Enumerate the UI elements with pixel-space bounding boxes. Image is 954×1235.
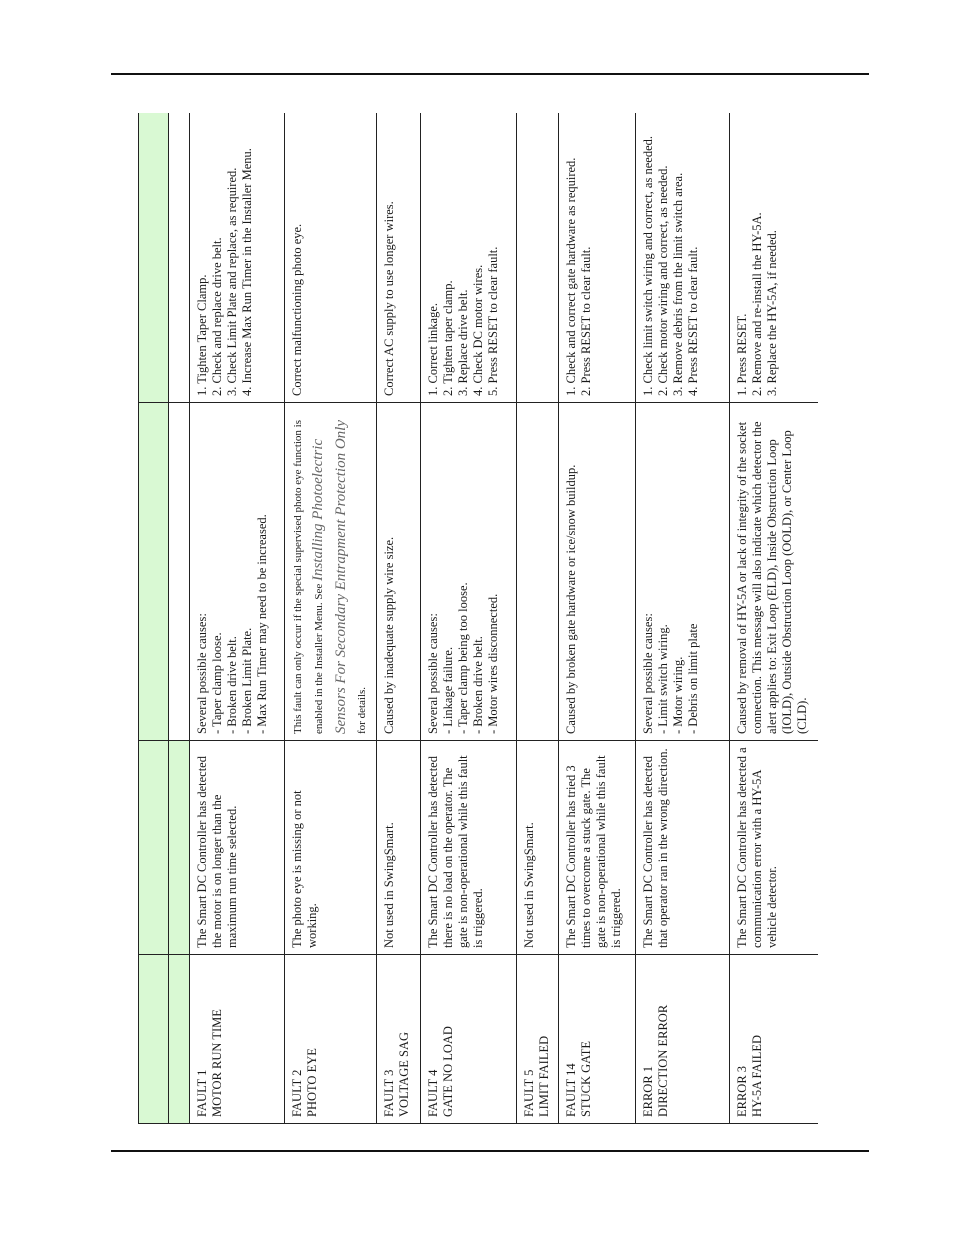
table-row: [516, 113, 558, 1124]
cause-line: - Max Run Timer may need to be increased.: [255, 514, 269, 734]
fault-name-cell: [635, 955, 729, 1124]
fault-table-rotated: [138, 113, 818, 1124]
solution-cell: [635, 113, 729, 403]
cause-cell: [635, 403, 729, 741]
solution-line: 1. Press RESET.: [734, 313, 749, 396]
solution-line: 3. Replace the HY-5A, if needed.: [764, 230, 779, 396]
fault-code: ERROR 3: [734, 1065, 749, 1117]
fault-title: DIRECTION ERROR: [655, 1004, 670, 1117]
solution-line: 2. Check motor wiring and correct, as needed.: [655, 165, 670, 396]
fault-name-cell: [516, 955, 558, 1124]
solution-line: 4. Increase Max Run Timer in the Installer Menu.: [240, 148, 254, 396]
table-header-row: [139, 113, 169, 1124]
solution-cell: [285, 113, 377, 403]
description-cell: The Smart DC Controller has detected a communication error with a HY-5A vehicle detector.: [729, 741, 818, 955]
solution-cell: [190, 113, 285, 403]
solution-line: 2. Press RESET to clear fault.: [578, 246, 593, 396]
subheader-cell-solution: [169, 113, 190, 403]
solution-line: 1. Tighten Taper Clamp.: [195, 274, 209, 396]
fault-name-cell: [729, 955, 818, 1124]
table-row: [190, 113, 285, 1124]
fault-name-cell: [420, 955, 516, 1124]
cause-line: Caused by inadequate supply wire size.: [381, 536, 396, 734]
fault-code: FAULT 4: [425, 1069, 440, 1117]
fault-title: GATE NO LOAD: [440, 1026, 455, 1117]
table-row: [558, 113, 635, 1124]
solution-cell: [376, 113, 420, 403]
description-cell: Not used in SwingSmart.: [376, 741, 420, 955]
header-cell-cause: [139, 403, 169, 741]
fault-title: VOLTAGE SAG: [396, 1032, 411, 1117]
description-cell: The Smart DC Controller has detected there is no load on the operator. The gate is non-operational while this fault is triggered.: [420, 741, 516, 955]
table-row: [285, 113, 377, 1124]
fault-code: FAULT 3: [381, 1069, 396, 1117]
solution-line: 2. Tighten taper clamp.: [440, 280, 455, 396]
subheader-cell-fault: [169, 955, 190, 1124]
cause-line: - Broken Limit Plate.: [240, 627, 254, 734]
table-subheader-row: [169, 113, 190, 1124]
solution-line: 2. Check and replace drive belt.: [210, 237, 224, 396]
fault-table: [138, 113, 818, 1124]
fault-name-cell: [558, 955, 635, 1124]
cause-line: Several possible causes:: [195, 613, 209, 734]
description-cell: The photo eye is missing or not working.: [285, 741, 377, 955]
solution-cell: [729, 113, 818, 403]
cause-line: - Linkage failure.: [440, 646, 455, 734]
cause-reference: Installing Photoelectric Sensors For Secondary Entrapment Protection Only: [310, 420, 350, 734]
fault-code: FAULT 5: [521, 1069, 536, 1117]
solution-line: Correct AC supply to use longer wires.: [381, 201, 396, 396]
cause-cell: [190, 403, 285, 741]
solution-cell: [558, 113, 635, 403]
top-rule: [111, 73, 869, 75]
cause-text: This fault can only occur if the special supervised photo eye function is enabled in the Installer Menu. See: [292, 419, 326, 734]
description-cell: The Smart DC Controller has detected the motor is on longer than the maximum run time selected.: [190, 741, 285, 955]
cause-cell: [516, 403, 558, 741]
solution-line: 4. Press RESET to clear fault.: [685, 246, 700, 396]
table-row: [635, 113, 729, 1124]
solution-line: 1. Check and correct gate hardware as required.: [563, 157, 578, 396]
description-cell: The Smart DC Controller has detected that operator ran in the wrong direction.: [635, 741, 729, 955]
cause-cell: [285, 403, 377, 741]
solution-line: Correct malfunctioning photo eye.: [290, 223, 304, 396]
cause-line: - Broken drive belt.: [225, 636, 239, 734]
cause-line: Caused by removal of HY-5A or lack of integrity of the socket connection. This message will also indicate which detector the alert applies to: Exit Loop (ELD), Inside Obstruction Loop (IOLD), Outside Obstruction Loop (OOLD), or Center Loop (CLD).: [734, 421, 809, 734]
fault-code: FAULT 1: [195, 1069, 209, 1117]
cause-line: Several possible causes:: [640, 613, 655, 734]
fault-title: LIMIT FAILED: [536, 1035, 551, 1117]
cause-line: - Motor wires disconnected.: [485, 593, 500, 734]
fault-name-cell: [376, 955, 420, 1124]
solution-line: 3. Check Limit Plate and replace, as required.: [225, 167, 239, 396]
cause-line: - Limit switch wiring.: [655, 624, 670, 734]
solution-line: 1. Check limit switch wiring and correct, as needed.: [640, 136, 655, 396]
fault-name-cell: [190, 955, 285, 1124]
fault-name-cell: [285, 955, 377, 1124]
cause-line: - Taper clamp being too loose.: [455, 582, 470, 734]
solution-line: 3. Remove debris from the limit switch area.: [670, 172, 685, 396]
header-cell-fault: [139, 955, 169, 1124]
cause-line: - Broken drive belt.: [470, 636, 485, 734]
table-body: [190, 113, 819, 1124]
fault-title: HY-5A FAILED: [749, 1034, 764, 1117]
description-cell: Not used in SwingSmart.: [516, 741, 558, 955]
header-cell-solution: [139, 113, 169, 403]
fault-table-container: [138, 113, 818, 1124]
solution-line: 1. Correct linkage.: [425, 302, 440, 396]
fault-code: FAULT 2: [290, 1069, 304, 1117]
bottom-rule: [111, 1150, 869, 1152]
fault-code: FAULT 14: [563, 1063, 578, 1117]
solution-line: 3. Replace drive belt.: [455, 289, 470, 396]
header-cell-description: [139, 741, 169, 955]
fault-code: ERROR 1: [640, 1065, 655, 1117]
fault-title: MOTOR RUN TIME: [210, 1009, 224, 1117]
solution-line: 5. Press RESET to clear fault.: [485, 246, 500, 396]
solution-cell: [516, 113, 558, 403]
subheader-cell-description: [169, 741, 190, 955]
solution-cell: [420, 113, 516, 403]
cause-cell: [420, 403, 516, 741]
cause-cell: [558, 403, 635, 741]
cause-cell: [376, 403, 420, 741]
description-cell: The Smart DC Controller has tried 3 times to overcome a stuck gate. The gate is non-operational while this fault is triggered.: [558, 741, 635, 955]
cause-cell: [729, 403, 818, 741]
fault-title: PHOTO EYE: [305, 1048, 319, 1117]
cause-line: - Motor wiring.: [670, 656, 685, 734]
cause-line: - Debris on limit plate: [685, 623, 700, 734]
table-row: [420, 113, 516, 1124]
table-row: [729, 113, 818, 1124]
cause-line: - Taper clamp loose.: [210, 632, 224, 734]
cause-line: Several possible causes:: [425, 613, 440, 734]
subheader-cell-cause: [169, 403, 190, 741]
table-row: [376, 113, 420, 1124]
cause-text-end: for details.: [355, 686, 368, 734]
cause-line: Caused by broken gate hardware or ice/snow buildup.: [563, 464, 578, 734]
solution-line: 4. Check DC motor wires.: [470, 264, 485, 396]
fault-title: STUCK GATE: [578, 1040, 593, 1117]
solution-line: 2. Remove and re-install the HY-5A.: [749, 212, 764, 396]
